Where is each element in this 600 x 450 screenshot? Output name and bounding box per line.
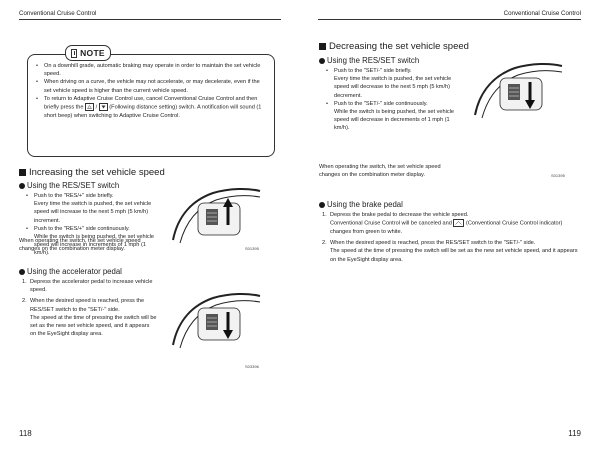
step xyxy=(21,314,157,339)
note-item: • When driving on a curve, the vehicle may not accelerate, or may decelerate, even if the set vehicle speed is higher than the current vehicle speed. xyxy=(35,78,265,94)
subheading-res-set-inc xyxy=(19,181,119,190)
section-increasing-text: Increasing the set vehicle speed xyxy=(29,167,165,178)
steering-switch-down-illustration xyxy=(168,290,263,350)
note-item: • On a downhill grade, automatic braking may operate in order to maintain the set vehicle speed. xyxy=(35,62,265,78)
header-left: Conventional Cruise Control xyxy=(19,10,97,17)
header-rule-right xyxy=(318,19,581,20)
section-decreasing-title xyxy=(319,41,469,52)
dec-res-set-after: When operating the switch, the set vehicle speed changes on the combination meter display. xyxy=(319,164,441,179)
list-item: • Push to the "SET/-" side continuously. xyxy=(325,100,457,108)
distance-switch-icon xyxy=(85,103,94,111)
note-item-text: (Following distance setting) switch. A notification will sound (1 short beep) when switching to Adaptive Cruise Control. xyxy=(44,104,262,119)
subheading-res-set-dec xyxy=(319,56,419,65)
section-increasing-title xyxy=(19,167,165,178)
subheading-text: Using the RES/SET switch xyxy=(27,181,120,190)
note-item-text: / xyxy=(95,104,98,111)
step xyxy=(21,278,157,294)
accel-steps xyxy=(21,278,157,338)
note-item xyxy=(35,95,265,120)
step-number: 1. xyxy=(22,279,27,285)
step-text: When the desired speed is reached, press the RES/SET switch to the "SET/-" side. xyxy=(330,240,536,247)
step xyxy=(321,247,579,263)
bullet-dot-icon xyxy=(319,58,325,64)
list-item: • Push to the "RES/+" side briefly. xyxy=(25,192,157,200)
note-item-text: To return to Adaptive Cruise Control use, cancel Conventional Cruise Control and then briefly press the xyxy=(44,95,258,111)
step-text: (Conventional Cruise Control indicator) changes from green to white. xyxy=(330,220,563,235)
header-rule-left xyxy=(19,19,281,20)
inc-res-set-after: When operating the switch, the set vehicle speed changes on the combination meter display. xyxy=(19,238,141,253)
list-item: • Push to the "RES/+" side continuously. xyxy=(25,225,157,233)
step-number: 1. xyxy=(322,212,327,218)
step-number: 2. xyxy=(22,298,27,305)
step xyxy=(21,297,157,313)
step-text: Conventional Cruise Control will be canceled and xyxy=(330,220,452,227)
subheading-text: Using the brake pedal xyxy=(327,200,403,209)
section-square-icon xyxy=(319,43,326,50)
bullet-dot-icon xyxy=(319,202,325,208)
subheading-accelerator xyxy=(19,267,122,276)
step-text: Depress the accelerator pedal to increase vehicle speed. xyxy=(30,279,153,294)
list-item-detail: Every time the switch is pushed, the set vehicle speed will increase to the next 5 mph (5 km/h) increment. xyxy=(34,201,152,224)
step xyxy=(321,219,579,236)
distance-switch-icon-alt xyxy=(99,103,108,111)
dec-res-set-list xyxy=(325,67,457,133)
note-title xyxy=(65,45,111,61)
step xyxy=(321,239,579,247)
bullet-dot-icon xyxy=(19,183,25,189)
steering-switch-decrease-illustration xyxy=(470,60,565,120)
figure-caption: S01395 xyxy=(245,246,259,251)
subheading-text: Using the accelerator pedal xyxy=(27,267,122,276)
note-icon xyxy=(71,49,77,58)
note-list xyxy=(35,62,265,120)
step-text: When the desired speed is reached, press the RES/SET switch to the "SET/-" side. xyxy=(30,298,145,313)
figure-caption: S03396 xyxy=(245,364,259,369)
section-decreasing-text: Decreasing the set vehicle speed xyxy=(329,41,469,52)
bullet-dot-icon xyxy=(19,269,25,275)
step-text: The speed at the time of pressing the switch will be set as the new set vehicle speed, and it appears on the EyeSight display area. xyxy=(330,248,578,263)
step xyxy=(321,211,579,219)
brake-steps xyxy=(321,211,579,264)
note-title-text: NOTE xyxy=(80,48,105,58)
header-right: Conventional Cruise Control xyxy=(503,10,581,17)
subheading-brake xyxy=(319,200,403,209)
list-item-detail: Every time the switch is pushed, the set vehicle speed will decrease to the next 5 mph (5 km/h) decrement. xyxy=(334,76,452,99)
step-text: The speed at the time of pressing the switch will be set as the new set vehicle speed, and it appears on the EyeSight display area. xyxy=(30,314,157,338)
step-text: Depress the brake pedal to decrease the vehicle speed. xyxy=(330,212,469,218)
page-number-left: 118 xyxy=(19,429,32,438)
section-square-icon xyxy=(19,169,26,176)
step-number: 2. xyxy=(322,240,327,247)
cruise-indicator-icon xyxy=(453,219,464,227)
subheading-text: Using the RES/SET switch xyxy=(327,56,420,65)
list-item: • Push to the "SET/-" side briefly. xyxy=(325,67,457,75)
list-item-detail: While the switch is being pushed, the set vehicle speed will decrease in decrements of 1 mph (1 km/h). xyxy=(334,109,455,132)
page-number-right: 119 xyxy=(568,429,581,438)
list-item-detail: While the switch is being pushed, the set vehicle speed will increase in increments of 1 mph (1 km/h). xyxy=(34,234,155,257)
figure-caption: S01395 xyxy=(551,173,565,178)
steering-switch-up-illustration xyxy=(168,185,263,245)
